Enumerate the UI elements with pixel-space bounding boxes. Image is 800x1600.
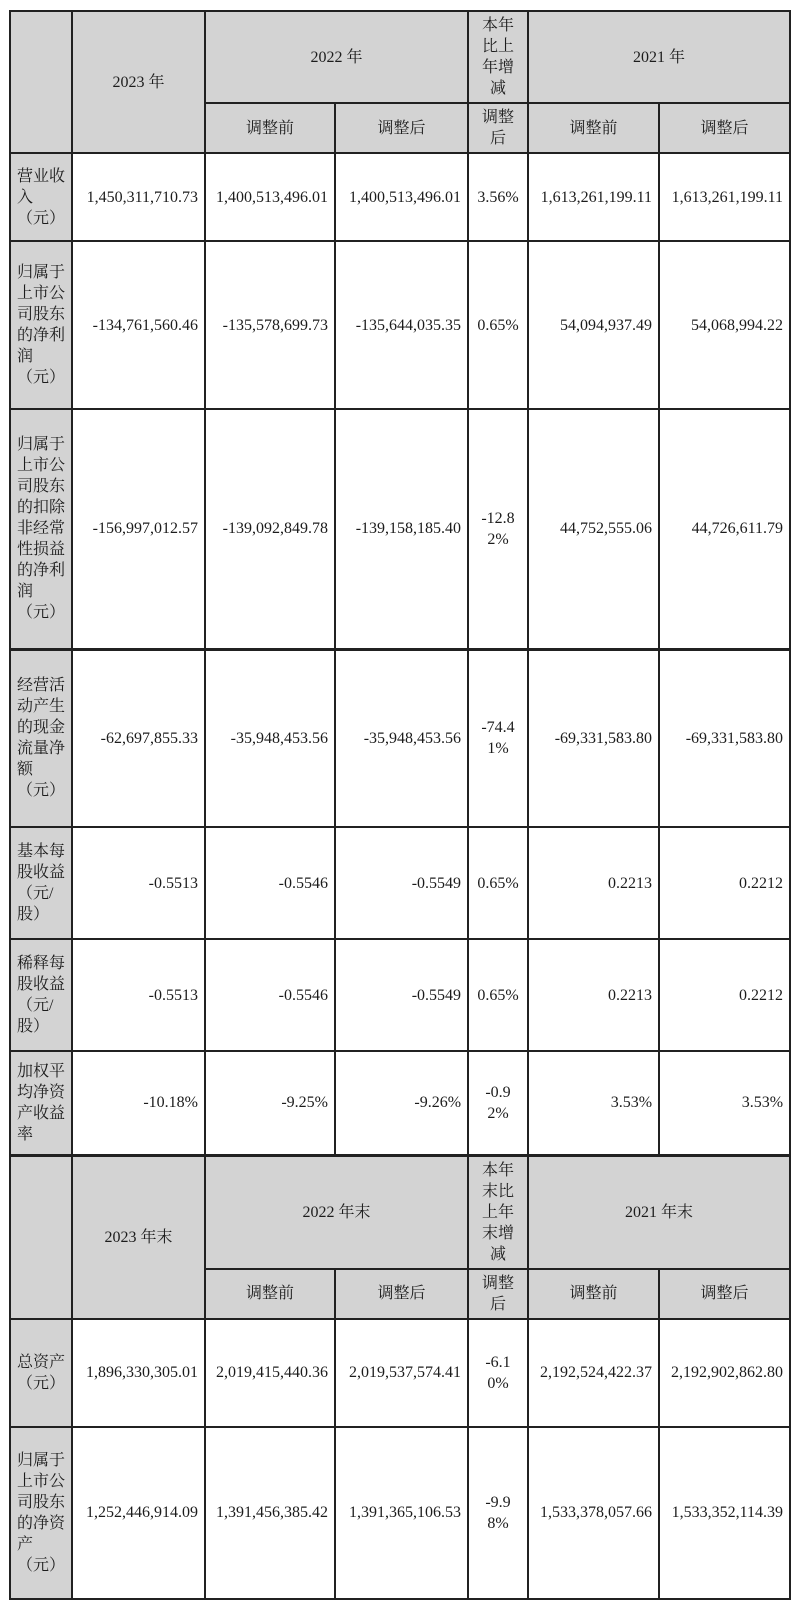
cell-2023: -0.5513 — [72, 939, 205, 1051]
cell-2023: -0.5513 — [72, 827, 205, 939]
header-2022-end: 2022 年末 — [205, 1155, 468, 1269]
header-2021: 2021 年 — [528, 11, 790, 103]
cell-2021-after: 3.53% — [659, 1051, 790, 1155]
cell-2021-after: 0.2212 — [659, 827, 790, 939]
row-label: 归属于上市公司股东的扣除非经常性损益的净利润（元） — [10, 409, 72, 649]
row-label: 加权平均净资产收益率 — [10, 1051, 72, 1155]
financial-summary-table — [9, 10, 791, 1600]
cell-2022-after: -139,158,185.40 — [335, 409, 468, 649]
cell-2022-before: 1,391,456,385.42 — [205, 1427, 335, 1599]
cell-2021-before: 1,533,378,057.66 — [528, 1427, 659, 1599]
row-basic-eps — [10, 827, 790, 939]
cell-2021-after: -69,331,583.80 — [659, 649, 790, 827]
cell-2022-after: -0.5549 — [335, 939, 468, 1051]
subheader-2021-before: 调整前 — [528, 1269, 659, 1319]
header-2023-end: 2023 年末 — [72, 1155, 205, 1319]
row-net-assets-attributable — [10, 1427, 790, 1599]
cell-2022-before: 2,019,415,440.36 — [205, 1319, 335, 1427]
cell-change: -9.98% — [468, 1427, 528, 1599]
cell-2021-after: 1,613,261,199.11 — [659, 153, 790, 241]
row-label: 稀释每股收益（元/股） — [10, 939, 72, 1051]
subheader-2021-before: 调整前 — [528, 103, 659, 153]
cell-2021-after: 44,726,611.79 — [659, 409, 790, 649]
cell-2023: -134,761,560.46 — [72, 241, 205, 409]
row-label: 归属于上市公司股东的净资产（元） — [10, 1427, 72, 1599]
row-label: 经营活动产生的现金流量净额（元） — [10, 649, 72, 827]
cell-change: -12.82% — [468, 409, 528, 649]
subheader-2021-after: 调整后 — [659, 103, 790, 153]
row-net-profit-attributable — [10, 241, 790, 409]
cell-2022-after: -35,948,453.56 — [335, 649, 468, 827]
cell-2023: 1,450,311,710.73 — [72, 153, 205, 241]
cell-2023: 1,252,446,914.09 — [72, 1427, 205, 1599]
header-row-years-2 — [10, 1155, 790, 1269]
cell-2021-before: 0.2213 — [528, 827, 659, 939]
subheader-2022-before: 调整前 — [205, 103, 335, 153]
cell-2021-after: 0.2212 — [659, 939, 790, 1051]
cell-2021-before: 0.2213 — [528, 939, 659, 1051]
header-2022: 2022 年 — [205, 11, 468, 103]
cell-2023: -62,697,855.33 — [72, 649, 205, 827]
subheader-change-after: 调整后 — [468, 103, 528, 153]
header-blank-cell — [10, 11, 72, 153]
header-2021-end: 2021 年末 — [528, 1155, 790, 1269]
header-2023: 2023 年 — [72, 11, 205, 153]
header-change-end: 本年末比上年末增减 — [468, 1155, 528, 1269]
cell-2021-after: 2,192,902,862.80 — [659, 1319, 790, 1427]
cell-change: 0.65% — [468, 939, 528, 1051]
cell-change: 3.56% — [468, 153, 528, 241]
cell-2021-before: 54,094,937.49 — [528, 241, 659, 409]
subheader-2022-after: 调整后 — [335, 1269, 468, 1319]
cell-2022-after: -135,644,035.35 — [335, 241, 468, 409]
cell-2022-after: 2,019,537,574.41 — [335, 1319, 468, 1427]
row-label: 营业收入（元） — [10, 153, 72, 241]
cell-2022-before: -9.25% — [205, 1051, 335, 1155]
cell-2022-before: -139,092,849.78 — [205, 409, 335, 649]
cell-change: 0.65% — [468, 827, 528, 939]
cell-2021-after: 1,533,352,114.39 — [659, 1427, 790, 1599]
header-change: 本年比上年增减 — [468, 11, 528, 103]
cell-2023: -10.18% — [72, 1051, 205, 1155]
cell-2021-after: 54,068,994.22 — [659, 241, 790, 409]
cell-2021-before: 1,613,261,199.11 — [528, 153, 659, 241]
cell-2022-after: -0.5549 — [335, 827, 468, 939]
cell-2021-before: 44,752,555.06 — [528, 409, 659, 649]
cell-change: -6.10% — [468, 1319, 528, 1427]
header-row-years-1 — [10, 11, 790, 103]
subheader-2021-after: 调整后 — [659, 1269, 790, 1319]
cell-2021-before: 3.53% — [528, 1051, 659, 1155]
subheader-change-after: 调整后 — [468, 1269, 528, 1319]
subheader-2022-after: 调整后 — [335, 103, 468, 153]
cell-2022-before: 1,400,513,496.01 — [205, 153, 335, 241]
row-total-assets — [10, 1319, 790, 1427]
row-operating-cash-flow — [10, 649, 790, 827]
cell-2022-before: -35,948,453.56 — [205, 649, 335, 827]
cell-2023: 1,896,330,305.01 — [72, 1319, 205, 1427]
cell-2021-before: 2,192,524,422.37 — [528, 1319, 659, 1427]
cell-2023: -156,997,012.57 — [72, 409, 205, 649]
cell-2021-before: -69,331,583.80 — [528, 649, 659, 827]
row-operating-revenue — [10, 153, 790, 241]
cell-2022-after: -9.26% — [335, 1051, 468, 1155]
row-net-profit-excl-nonrecurring — [10, 409, 790, 649]
cell-2022-before: -0.5546 — [205, 939, 335, 1051]
cell-change: -74.41% — [468, 649, 528, 827]
subheader-2022-before: 调整前 — [205, 1269, 335, 1319]
row-label: 归属于上市公司股东的净利润（元） — [10, 241, 72, 409]
cell-change: 0.65% — [468, 241, 528, 409]
cell-2022-after: 1,391,365,106.53 — [335, 1427, 468, 1599]
row-label: 总资产（元） — [10, 1319, 72, 1427]
cell-2022-before: -0.5546 — [205, 827, 335, 939]
cell-change: -0.92% — [468, 1051, 528, 1155]
row-weighted-avg-roe — [10, 1051, 790, 1155]
row-label: 基本每股收益（元/股） — [10, 827, 72, 939]
row-diluted-eps — [10, 939, 790, 1051]
cell-2022-before: -135,578,699.73 — [205, 241, 335, 409]
header-blank-cell — [10, 1155, 72, 1319]
cell-2022-after: 1,400,513,496.01 — [335, 153, 468, 241]
